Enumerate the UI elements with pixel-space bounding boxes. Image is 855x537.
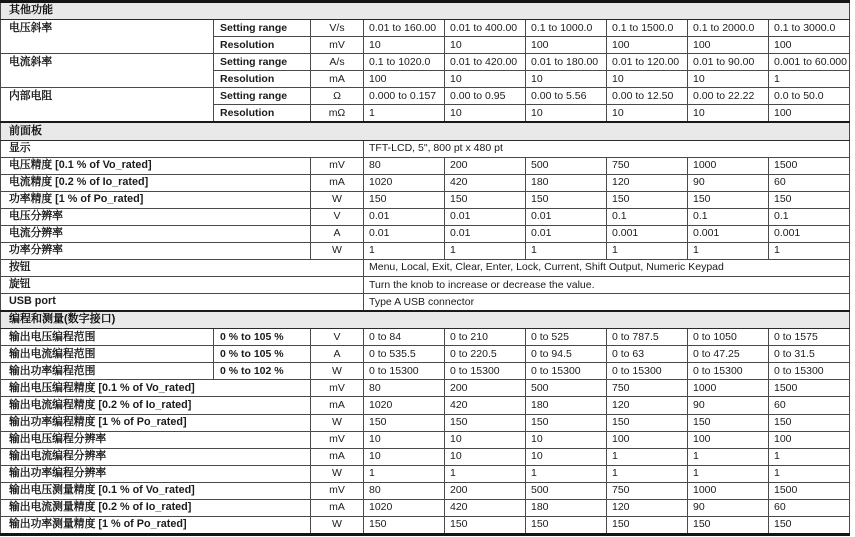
value-cell: 200 <box>445 482 526 499</box>
value-cell: 10 <box>364 37 445 54</box>
value-cell: 0 to 15300 <box>769 363 850 380</box>
spec-row <box>1 174 850 191</box>
value-cell: 0 to 1050 <box>688 329 769 346</box>
value-cell: 750 <box>607 380 688 397</box>
section-header-row <box>1 122 850 140</box>
row-label: 功率分辨率 <box>1 242 311 259</box>
value-cell: 0 to 1575 <box>769 329 850 346</box>
value-cell: 0.00 to 0.95 <box>445 88 526 105</box>
value-cell: 1 <box>688 242 769 259</box>
value-cell: 0.01 to 180.00 <box>526 54 607 71</box>
unit-cell: A <box>311 225 364 242</box>
value-cell: 100 <box>688 37 769 54</box>
sub-label: Resolution <box>214 71 311 88</box>
value-cell: 150 <box>445 414 526 431</box>
value-cell: 0.01 to 400.00 <box>445 20 526 37</box>
value-cell: 1000 <box>688 482 769 499</box>
value-cell: 0.00 to 22.22 <box>688 88 769 105</box>
value-cell: 1 <box>769 71 850 88</box>
value-cell: 750 <box>607 157 688 174</box>
value-cell: 0.00 to 12.50 <box>607 88 688 105</box>
value-cell: 10 <box>607 105 688 123</box>
value-cell: 150 <box>526 414 607 431</box>
value-cell: 1 <box>364 242 445 259</box>
sub-label: 0 % to 102 % <box>214 363 311 380</box>
row-label: 旋钮 <box>1 277 364 294</box>
spec-row <box>1 516 850 534</box>
value-cell: 100 <box>769 105 850 123</box>
value-cell: 1 <box>607 242 688 259</box>
value-cell: 150 <box>364 414 445 431</box>
section-header-row <box>1 2 850 20</box>
value-cell: 10 <box>526 448 607 465</box>
value-cell: 90 <box>688 499 769 516</box>
value-cell: 10 <box>688 105 769 123</box>
value-cell: 1 <box>769 448 850 465</box>
value-cell: 60 <box>769 499 850 516</box>
value-cell: 1 <box>364 105 445 123</box>
spec-row <box>1 414 850 431</box>
row-label: 输出电压编程分辨率 <box>1 431 311 448</box>
value-cell: 500 <box>526 157 607 174</box>
value-cell: 80 <box>364 157 445 174</box>
sub-label: 0 % to 105 % <box>214 329 311 346</box>
unit-cell: W <box>311 414 364 431</box>
value-cell: 10 <box>364 431 445 448</box>
value-cell: 0.1 to 1500.0 <box>607 20 688 37</box>
sub-label: Setting range <box>214 20 311 37</box>
row-label: 输出电压编程精度 [0.1 % of Vo_rated] <box>1 380 311 397</box>
value-cell: 0.01 <box>445 225 526 242</box>
value-cell: 10 <box>445 431 526 448</box>
value-cell: 420 <box>445 397 526 414</box>
sub-label: 0 % to 105 % <box>214 346 311 363</box>
value-cell: 10 <box>526 105 607 123</box>
value-cell: 0.1 <box>688 208 769 225</box>
spec-row <box>1 499 850 516</box>
spec-row <box>1 88 850 105</box>
value-cell: 150 <box>607 414 688 431</box>
spec-row <box>1 397 850 414</box>
row-label: 输出功率编程精度 [1 % of Po_rated] <box>1 414 311 431</box>
value-cell: 10 <box>445 71 526 88</box>
row-label: 输出功率编程范围 <box>1 363 214 380</box>
value-cell-merged: TFT-LCD, 5", 800 pt x 480 pt <box>364 140 850 157</box>
spec-row <box>1 277 850 294</box>
row-label: USB port <box>1 294 364 312</box>
spec-row <box>1 191 850 208</box>
unit-cell: W <box>311 516 364 534</box>
unit-cell: mA <box>311 174 364 191</box>
row-label: 输出电流编程分辨率 <box>1 448 311 465</box>
value-cell: 150 <box>769 516 850 534</box>
spec-row <box>1 140 850 157</box>
section-header: 其他功能 <box>1 2 850 20</box>
unit-cell: mV <box>311 431 364 448</box>
value-cell: 150 <box>445 516 526 534</box>
value-cell: 0.1 <box>607 208 688 225</box>
value-cell: 180 <box>526 174 607 191</box>
spec-row <box>1 448 850 465</box>
value-cell: 0.01 <box>526 208 607 225</box>
unit-cell: W <box>311 363 364 380</box>
unit-cell: mV <box>311 37 364 54</box>
value-cell: 0 to 15300 <box>607 363 688 380</box>
value-cell: 0.01 to 420.00 <box>445 54 526 71</box>
spec-row <box>1 465 850 482</box>
value-cell: 1000 <box>688 157 769 174</box>
value-cell: 750 <box>607 482 688 499</box>
value-cell: 0.01 to 90.00 <box>688 54 769 71</box>
value-cell: 0.001 to 60.000 <box>769 54 850 71</box>
unit-cell: A/s <box>311 54 364 71</box>
value-cell: 10 <box>688 71 769 88</box>
value-cell: 0.1 to 2000.0 <box>688 20 769 37</box>
value-cell: 1 <box>688 465 769 482</box>
value-cell: 1020 <box>364 499 445 516</box>
value-cell: 0.01 to 160.00 <box>364 20 445 37</box>
value-cell: 0.01 <box>526 225 607 242</box>
value-cell-merged: Menu, Local, Exit, Clear, Enter, Lock, Current, Shift Output, Numeric Keypad <box>364 259 850 276</box>
value-cell: 100 <box>769 431 850 448</box>
sub-label: Setting range <box>214 88 311 105</box>
sub-label: Resolution <box>214 105 311 123</box>
row-label: 输出电流编程精度 [0.2 % of Io_rated] <box>1 397 311 414</box>
sub-label: Setting range <box>214 54 311 71</box>
unit-cell: mΩ <box>311 105 364 123</box>
value-cell: 100 <box>607 431 688 448</box>
value-cell: 0.01 <box>445 208 526 225</box>
spec-row <box>1 482 850 499</box>
value-cell: 420 <box>445 499 526 516</box>
unit-cell: V <box>311 329 364 346</box>
row-label: 按钮 <box>1 259 364 276</box>
value-cell: 10 <box>445 448 526 465</box>
value-cell: 0.001 <box>607 225 688 242</box>
value-cell: 60 <box>769 174 850 191</box>
row-label: 输出电流编程范围 <box>1 346 214 363</box>
spec-row <box>1 363 850 380</box>
sub-label: Resolution <box>214 37 311 54</box>
row-label: 电流斜率 <box>1 54 214 88</box>
value-cell: 150 <box>688 414 769 431</box>
value-cell: 90 <box>688 174 769 191</box>
value-cell: 80 <box>364 380 445 397</box>
spec-row <box>1 259 850 276</box>
value-cell: 10 <box>526 431 607 448</box>
value-cell: 420 <box>445 174 526 191</box>
row-label: 电压斜率 <box>1 20 214 54</box>
value-cell: 1020 <box>364 397 445 414</box>
value-cell: 1 <box>445 465 526 482</box>
section-header-row <box>1 311 850 329</box>
row-label: 输出电压编程范围 <box>1 329 214 346</box>
value-cell-merged: Turn the knob to increase or decrease the value. <box>364 277 850 294</box>
spec-row <box>1 380 850 397</box>
value-cell: 1000 <box>688 380 769 397</box>
value-cell: 1500 <box>769 380 850 397</box>
row-label: 输出电压测量精度 [0.1 % of Vo_rated] <box>1 482 311 499</box>
spec-row <box>1 157 850 174</box>
value-cell: 0.000 to 0.157 <box>364 88 445 105</box>
row-label: 输出电流测量精度 [0.2 % of Io_rated] <box>1 499 311 516</box>
unit-cell: mA <box>311 71 364 88</box>
row-label: 显示 <box>1 140 364 157</box>
value-cell: 200 <box>445 380 526 397</box>
value-cell: 0.0 to 50.0 <box>769 88 850 105</box>
value-cell: 1 <box>526 465 607 482</box>
value-cell: 0.1 to 1020.0 <box>364 54 445 71</box>
spec-row <box>1 54 850 71</box>
value-cell: 150 <box>688 191 769 208</box>
value-cell: 0 to 220.5 <box>445 346 526 363</box>
unit-cell: mA <box>311 499 364 516</box>
value-cell: 1020 <box>364 174 445 191</box>
value-cell: 100 <box>364 71 445 88</box>
row-label: 电压精度 [0.1 % of Vo_rated] <box>1 157 311 174</box>
value-cell: 0 to 94.5 <box>526 346 607 363</box>
value-cell: 500 <box>526 482 607 499</box>
value-cell: 0 to 15300 <box>688 363 769 380</box>
value-cell: 10 <box>445 105 526 123</box>
value-cell: 150 <box>607 516 688 534</box>
spec-row <box>1 208 850 225</box>
value-cell: 150 <box>364 516 445 534</box>
value-cell: 0.01 <box>364 225 445 242</box>
row-label: 电流精度 [0.2 % of Io_rated] <box>1 174 311 191</box>
value-cell: 120 <box>607 397 688 414</box>
spec-row <box>1 329 850 346</box>
unit-cell: mV <box>311 157 364 174</box>
value-cell: 150 <box>364 191 445 208</box>
unit-cell: V <box>311 208 364 225</box>
unit-cell: Ω <box>311 88 364 105</box>
value-cell: 0 to 525 <box>526 329 607 346</box>
unit-cell: mA <box>311 448 364 465</box>
value-cell: 180 <box>526 499 607 516</box>
unit-cell: W <box>311 465 364 482</box>
spec-row <box>1 431 850 448</box>
value-cell: 0.1 to 3000.0 <box>769 20 850 37</box>
value-cell: 60 <box>769 397 850 414</box>
value-cell: 0.01 <box>364 208 445 225</box>
unit-cell: mV <box>311 380 364 397</box>
value-cell: 0 to 15300 <box>364 363 445 380</box>
unit-cell: mA <box>311 397 364 414</box>
value-cell: 1 <box>769 242 850 259</box>
value-cell: 0.001 <box>769 225 850 242</box>
value-cell: 1 <box>607 465 688 482</box>
spec-row <box>1 294 850 312</box>
value-cell: 10 <box>364 448 445 465</box>
value-cell: 150 <box>445 191 526 208</box>
value-cell: 100 <box>769 37 850 54</box>
value-cell: 1 <box>769 465 850 482</box>
value-cell: 500 <box>526 380 607 397</box>
value-cell: 0 to 535.5 <box>364 346 445 363</box>
spec-row <box>1 20 850 37</box>
unit-cell: mV <box>311 482 364 499</box>
value-cell: 150 <box>769 414 850 431</box>
value-cell: 0 to 31.5 <box>769 346 850 363</box>
value-cell: 0.00 to 5.56 <box>526 88 607 105</box>
unit-cell: A <box>311 346 364 363</box>
value-cell: 1 <box>364 465 445 482</box>
spec-row <box>1 346 850 363</box>
value-cell: 0 to 15300 <box>445 363 526 380</box>
value-cell: 1500 <box>769 157 850 174</box>
value-cell: 90 <box>688 397 769 414</box>
value-cell: 0.001 <box>688 225 769 242</box>
value-cell: 0.01 to 120.00 <box>607 54 688 71</box>
value-cell: 0 to 63 <box>607 346 688 363</box>
value-cell: 0.1 <box>769 208 850 225</box>
spec-row <box>1 225 850 242</box>
value-cell-merged: Type A USB connector <box>364 294 850 312</box>
value-cell: 1 <box>526 242 607 259</box>
value-cell: 0.1 to 1000.0 <box>526 20 607 37</box>
row-label: 内部电阻 <box>1 88 214 123</box>
row-label: 输出功率编程分辨率 <box>1 465 311 482</box>
value-cell: 10 <box>445 37 526 54</box>
value-cell: 0 to 84 <box>364 329 445 346</box>
spec-row <box>1 242 850 259</box>
unit-cell: W <box>311 242 364 259</box>
value-cell: 0 to 210 <box>445 329 526 346</box>
value-cell: 150 <box>688 516 769 534</box>
value-cell: 180 <box>526 397 607 414</box>
value-cell: 120 <box>607 174 688 191</box>
unit-cell: W <box>311 191 364 208</box>
value-cell: 1 <box>607 448 688 465</box>
value-cell: 100 <box>688 431 769 448</box>
value-cell: 10 <box>607 71 688 88</box>
value-cell: 1 <box>445 242 526 259</box>
value-cell: 200 <box>445 157 526 174</box>
row-label: 输出功率测量精度 [1 % of Po_rated] <box>1 516 311 534</box>
value-cell: 80 <box>364 482 445 499</box>
value-cell: 0 to 47.25 <box>688 346 769 363</box>
row-label: 功率精度 [1 % of Po_rated] <box>1 191 311 208</box>
section-header: 编程和测量(数字接口) <box>1 311 850 329</box>
section-header: 前面板 <box>1 122 850 140</box>
value-cell: 100 <box>526 37 607 54</box>
row-label: 电压分辨率 <box>1 208 311 225</box>
value-cell: 100 <box>607 37 688 54</box>
value-cell: 0 to 787.5 <box>607 329 688 346</box>
value-cell: 10 <box>526 71 607 88</box>
value-cell: 120 <box>607 499 688 516</box>
value-cell: 150 <box>526 191 607 208</box>
value-cell: 1500 <box>769 482 850 499</box>
value-cell: 150 <box>769 191 850 208</box>
value-cell: 0 to 15300 <box>526 363 607 380</box>
value-cell: 1 <box>688 448 769 465</box>
value-cell: 150 <box>526 516 607 534</box>
row-label: 电流分辨率 <box>1 225 311 242</box>
unit-cell: V/s <box>311 20 364 37</box>
value-cell: 150 <box>607 191 688 208</box>
